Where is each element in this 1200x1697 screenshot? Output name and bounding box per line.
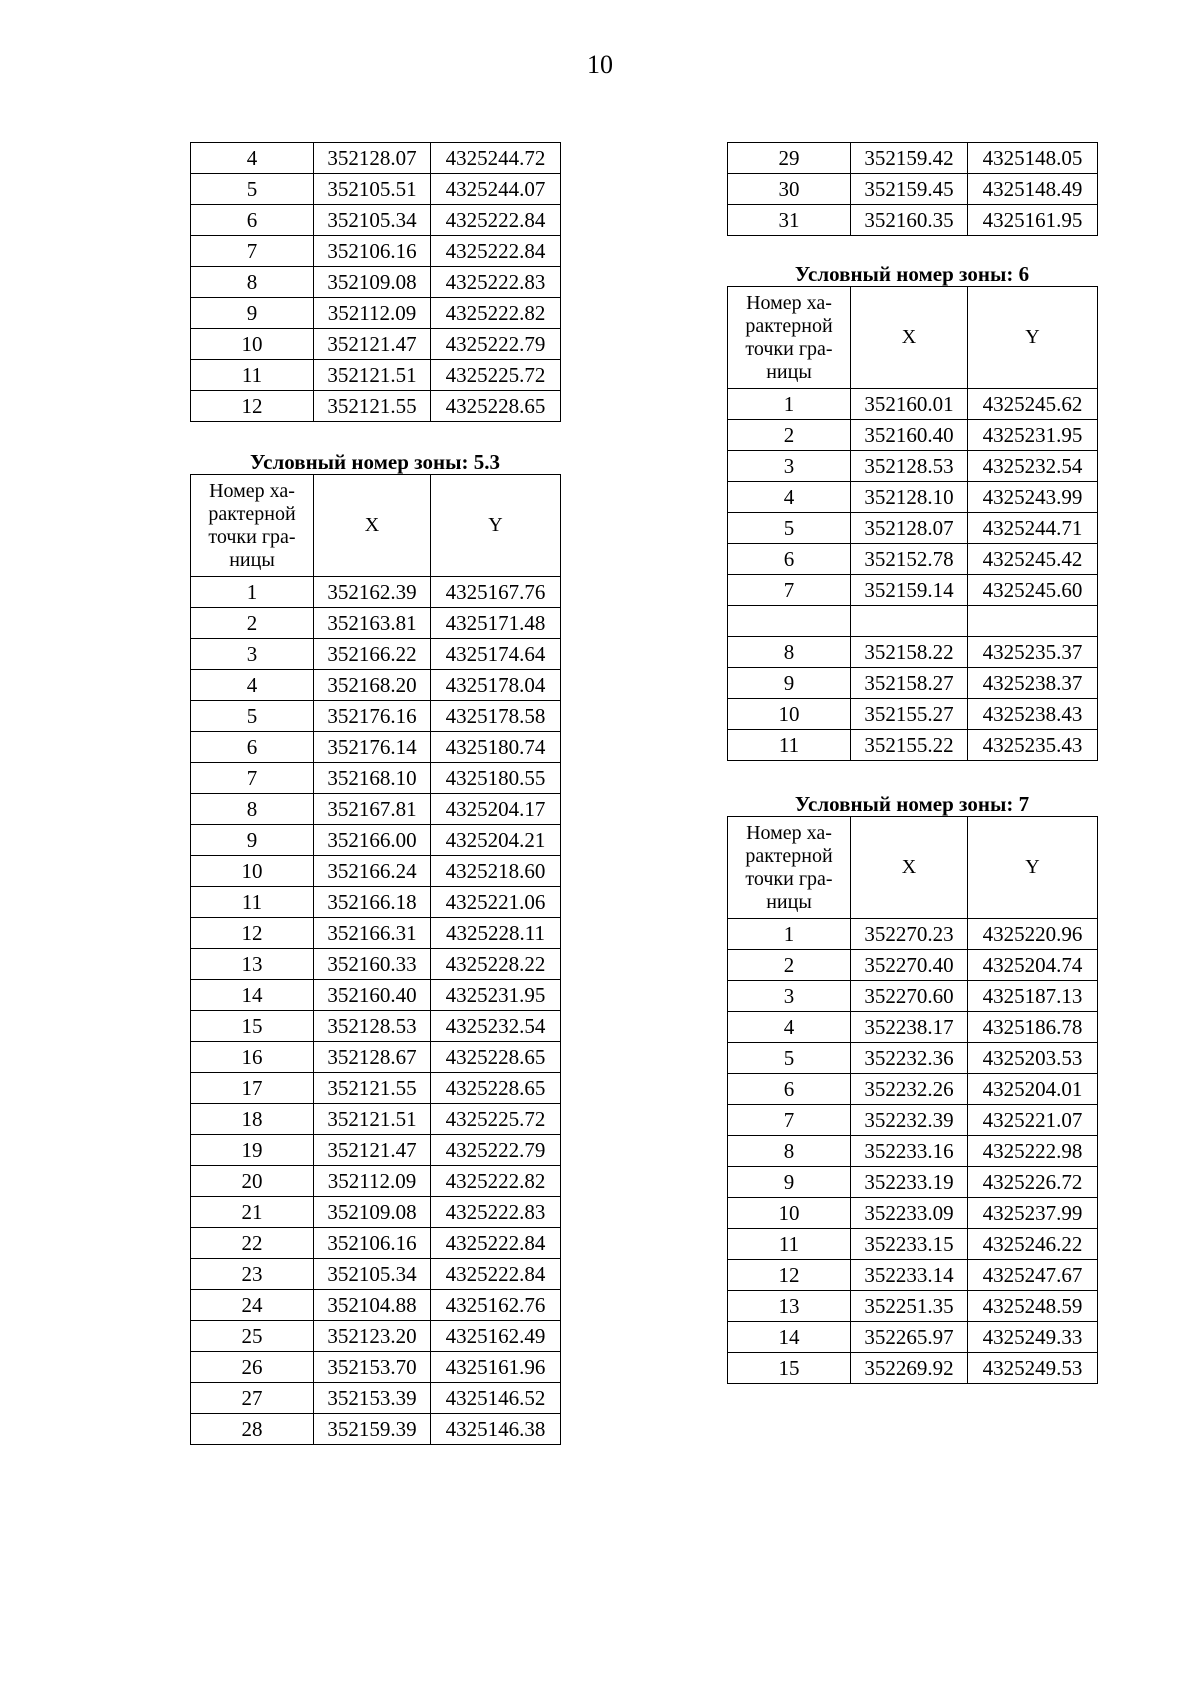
x-coordinate-cell: 352160.33	[314, 949, 431, 980]
header-y: Y	[431, 475, 561, 577]
point-number-cell: 3	[728, 451, 851, 482]
point-number-cell: 2	[728, 420, 851, 451]
x-coordinate-cell: 352123.20	[314, 1321, 431, 1352]
table-row	[191, 1011, 561, 1042]
table-row	[728, 668, 1098, 699]
y-coordinate-cell: 4325204.01	[968, 1074, 1098, 1105]
table-row	[728, 1167, 1098, 1198]
x-coordinate-cell: 352166.00	[314, 825, 431, 856]
point-number-cell: 13	[728, 1291, 851, 1322]
point-number-cell: 5	[191, 701, 314, 732]
table-row	[191, 143, 561, 174]
x-coordinate-cell: 352153.39	[314, 1383, 431, 1414]
x-coordinate-cell: 352121.51	[314, 360, 431, 391]
point-number-cell: 7	[191, 763, 314, 794]
point-number-cell: 3	[728, 981, 851, 1012]
point-number-cell: 4	[728, 1012, 851, 1043]
header-y: Y	[968, 817, 1098, 919]
table-row	[728, 950, 1098, 981]
x-coordinate-cell: 352166.22	[314, 639, 431, 670]
table-row	[728, 730, 1098, 761]
x-coordinate-cell: 352152.78	[851, 544, 968, 575]
zone-6-title: Условный номер зоны: 6	[794, 262, 1030, 286]
point-number-cell: 16	[191, 1042, 314, 1073]
point-number-cell: 15	[191, 1011, 314, 1042]
table-row	[191, 329, 561, 360]
x-coordinate-cell: 352238.17	[851, 1012, 968, 1043]
y-coordinate-cell: 4325187.13	[968, 981, 1098, 1012]
x-coordinate-cell: 352233.14	[851, 1260, 968, 1291]
point-number-cell: 11	[191, 887, 314, 918]
x-coordinate-cell: 352166.31	[314, 918, 431, 949]
table-row	[728, 1074, 1098, 1105]
table-row	[191, 732, 561, 763]
table-row	[191, 1321, 561, 1352]
header-y: Y	[968, 287, 1098, 389]
y-coordinate-cell: 4325232.54	[431, 1011, 561, 1042]
x-coordinate-cell: 352265.97	[851, 1322, 968, 1353]
point-number-cell: 1	[728, 919, 851, 950]
y-coordinate-cell: 4325245.42	[968, 544, 1098, 575]
x-coordinate-cell: 352112.09	[314, 298, 431, 329]
y-coordinate-cell: 4325246.22	[968, 1229, 1098, 1260]
x-coordinate-cell: 352158.27	[851, 668, 968, 699]
table-row	[728, 1105, 1098, 1136]
y-coordinate-cell: 4325245.60	[968, 575, 1098, 606]
table-row	[728, 389, 1098, 420]
x-coordinate-cell: 352160.35	[851, 205, 968, 236]
point-number-cell: 18	[191, 1104, 314, 1135]
table-row	[191, 267, 561, 298]
point-number-cell: 19	[191, 1135, 314, 1166]
y-coordinate-cell: 4325148.05	[968, 143, 1098, 174]
table-row	[191, 887, 561, 918]
x-coordinate-cell: 352106.16	[314, 1228, 431, 1259]
table-row	[728, 544, 1098, 575]
x-coordinate-cell: 352233.09	[851, 1198, 968, 1229]
y-coordinate-cell: 4325244.07	[431, 174, 561, 205]
y-coordinate-cell: 4325243.99	[968, 482, 1098, 513]
x-coordinate-cell: 352121.55	[314, 391, 431, 422]
table-row	[728, 1136, 1098, 1167]
header-row	[191, 475, 561, 577]
point-number-cell: 27	[191, 1383, 314, 1414]
y-coordinate-cell: 4325247.67	[968, 1260, 1098, 1291]
x-coordinate-cell: 352166.18	[314, 887, 431, 918]
point-number-cell: 5	[728, 513, 851, 544]
table-row	[728, 174, 1098, 205]
point-number-cell: 9	[191, 825, 314, 856]
table-row	[191, 577, 561, 608]
table-row	[191, 670, 561, 701]
table-row	[191, 1352, 561, 1383]
point-number-cell: 10	[728, 1198, 851, 1229]
x-coordinate-cell: 352233.15	[851, 1229, 968, 1260]
point-number-cell: 8	[191, 267, 314, 298]
header-x: X	[851, 287, 968, 389]
table-row	[728, 1353, 1098, 1384]
zone-5-3-table-continued	[727, 142, 1098, 236]
y-coordinate-cell: 4325146.38	[431, 1414, 561, 1445]
point-number-cell: 21	[191, 1197, 314, 1228]
y-coordinate-cell: 4325186.78	[968, 1012, 1098, 1043]
point-number-cell: 8	[728, 637, 851, 668]
y-coordinate-cell: 4325204.17	[431, 794, 561, 825]
x-coordinate-cell: 352270.40	[851, 950, 968, 981]
y-coordinate-cell: 4325228.65	[431, 1042, 561, 1073]
table-row	[191, 205, 561, 236]
table-row	[728, 482, 1098, 513]
y-coordinate-cell: 4325222.83	[431, 1197, 561, 1228]
table-row	[728, 606, 1098, 637]
x-coordinate-cell: 352155.27	[851, 699, 968, 730]
x-coordinate-cell: 352159.45	[851, 174, 968, 205]
x-coordinate-cell: 352153.70	[314, 1352, 431, 1383]
y-coordinate-cell: 4325146.52	[431, 1383, 561, 1414]
table-row	[191, 763, 561, 794]
point-number-cell: 6	[728, 544, 851, 575]
table-row	[191, 1383, 561, 1414]
table-row	[728, 420, 1098, 451]
y-coordinate-cell: 4325148.49	[968, 174, 1098, 205]
table-row	[191, 298, 561, 329]
point-number-cell: 31	[728, 205, 851, 236]
y-coordinate-cell: 4325167.76	[431, 577, 561, 608]
y-coordinate-cell: 4325222.84	[431, 205, 561, 236]
point-number-cell: 1	[191, 577, 314, 608]
y-coordinate-cell: 4325222.83	[431, 267, 561, 298]
y-coordinate-cell: 4325174.64	[431, 639, 561, 670]
table-row	[728, 1229, 1098, 1260]
y-coordinate-cell: 4325232.54	[968, 451, 1098, 482]
y-coordinate-cell: 4325235.37	[968, 637, 1098, 668]
y-coordinate-cell: 4325222.79	[431, 1135, 561, 1166]
table-row	[191, 1042, 561, 1073]
header-point: Номер ха-рактерной точки гра-ницы	[728, 817, 851, 919]
x-coordinate-cell: 352168.10	[314, 763, 431, 794]
point-number-cell: 8	[728, 1136, 851, 1167]
point-number-cell: 6	[191, 205, 314, 236]
x-coordinate-cell: 352128.67	[314, 1042, 431, 1073]
x-coordinate-cell: 352159.14	[851, 575, 968, 606]
y-coordinate-cell: 4325218.60	[431, 856, 561, 887]
x-coordinate-cell: 352160.40	[851, 420, 968, 451]
point-number-cell: 20	[191, 1166, 314, 1197]
x-coordinate-cell: 352232.36	[851, 1043, 968, 1074]
y-coordinate-cell: 4325222.84	[431, 1228, 561, 1259]
table-row	[191, 1197, 561, 1228]
table-row	[191, 360, 561, 391]
point-number-cell: 9	[728, 668, 851, 699]
x-coordinate-cell: 352159.42	[851, 143, 968, 174]
point-number-cell: 10	[728, 699, 851, 730]
point-number-cell: 4	[191, 670, 314, 701]
table-row	[728, 1260, 1098, 1291]
table-row	[728, 637, 1098, 668]
zone-6-table	[727, 286, 1098, 761]
table-row	[191, 1259, 561, 1290]
point-number-cell: 30	[728, 174, 851, 205]
point-number-cell: 4	[191, 143, 314, 174]
point-number-cell	[728, 606, 851, 637]
zone-5-3-table	[190, 474, 561, 1445]
y-coordinate-cell: 4325237.99	[968, 1198, 1098, 1229]
y-coordinate-cell	[968, 606, 1098, 637]
table-row	[728, 143, 1098, 174]
y-coordinate-cell: 4325221.06	[431, 887, 561, 918]
table-row	[728, 919, 1098, 950]
point-number-cell: 9	[191, 298, 314, 329]
x-coordinate-cell: 352163.81	[314, 608, 431, 639]
point-number-cell: 14	[191, 980, 314, 1011]
y-coordinate-cell: 4325235.43	[968, 730, 1098, 761]
header-row	[728, 287, 1098, 389]
point-number-cell: 23	[191, 1259, 314, 1290]
x-coordinate-cell: 352162.39	[314, 577, 431, 608]
y-coordinate-cell: 4325203.53	[968, 1043, 1098, 1074]
x-coordinate-cell: 352128.53	[851, 451, 968, 482]
table-row	[728, 575, 1098, 606]
y-coordinate-cell: 4325244.71	[968, 513, 1098, 544]
y-coordinate-cell: 4325222.84	[431, 236, 561, 267]
table-row	[728, 1198, 1098, 1229]
point-number-cell: 10	[191, 329, 314, 360]
table-row	[191, 639, 561, 670]
table-row	[191, 1135, 561, 1166]
y-coordinate-cell: 4325222.84	[431, 1259, 561, 1290]
table-row	[191, 1290, 561, 1321]
point-number-cell: 11	[728, 1229, 851, 1260]
point-number-cell: 15	[728, 1353, 851, 1384]
table-row	[191, 949, 561, 980]
point-number-cell: 7	[728, 575, 851, 606]
y-coordinate-cell: 4325249.53	[968, 1353, 1098, 1384]
x-coordinate-cell: 352269.92	[851, 1353, 968, 1384]
x-coordinate-cell: 352128.07	[851, 513, 968, 544]
y-coordinate-cell: 4325238.43	[968, 699, 1098, 730]
table-row	[728, 1043, 1098, 1074]
x-coordinate-cell: 352233.16	[851, 1136, 968, 1167]
point-number-cell: 28	[191, 1414, 314, 1445]
point-number-cell: 26	[191, 1352, 314, 1383]
y-coordinate-cell: 4325231.95	[431, 980, 561, 1011]
y-coordinate-cell: 4325249.33	[968, 1322, 1098, 1353]
point-number-cell: 17	[191, 1073, 314, 1104]
table-row	[191, 794, 561, 825]
zone-5-2-table-continued	[190, 142, 561, 422]
point-number-cell: 12	[191, 918, 314, 949]
point-number-cell: 8	[191, 794, 314, 825]
x-coordinate-cell: 352160.40	[314, 980, 431, 1011]
table-row	[191, 1166, 561, 1197]
y-coordinate-cell: 4325248.59	[968, 1291, 1098, 1322]
x-coordinate-cell: 352232.26	[851, 1074, 968, 1105]
table-row	[728, 1291, 1098, 1322]
point-number-cell: 12	[191, 391, 314, 422]
y-coordinate-cell: 4325231.95	[968, 420, 1098, 451]
y-coordinate-cell: 4325162.49	[431, 1321, 561, 1352]
point-number-cell: 6	[191, 732, 314, 763]
header-row	[728, 817, 1098, 919]
point-number-cell: 25	[191, 1321, 314, 1352]
x-coordinate-cell: 352128.07	[314, 143, 431, 174]
point-number-cell: 22	[191, 1228, 314, 1259]
point-number-cell: 14	[728, 1322, 851, 1353]
y-coordinate-cell: 4325221.07	[968, 1105, 1098, 1136]
table-row	[191, 1073, 561, 1104]
header-point: Номер ха-рактерной точки гра-ницы	[728, 287, 851, 389]
x-coordinate-cell: 352109.08	[314, 267, 431, 298]
y-coordinate-cell: 4325228.65	[431, 1073, 561, 1104]
table-row	[191, 1414, 561, 1445]
point-number-cell: 7	[191, 236, 314, 267]
x-coordinate-cell: 352121.47	[314, 329, 431, 360]
table-row	[728, 1322, 1098, 1353]
y-coordinate-cell: 4325244.72	[431, 143, 561, 174]
x-coordinate-cell: 352166.24	[314, 856, 431, 887]
y-coordinate-cell: 4325238.37	[968, 668, 1098, 699]
x-coordinate-cell: 352155.22	[851, 730, 968, 761]
y-coordinate-cell: 4325245.62	[968, 389, 1098, 420]
header-point: Номер ха-рактерной точки гра-ницы	[191, 475, 314, 577]
page-number: 10	[587, 50, 613, 79]
table-row	[191, 1104, 561, 1135]
table-row	[191, 608, 561, 639]
point-number-cell: 12	[728, 1260, 851, 1291]
x-coordinate-cell: 352158.22	[851, 637, 968, 668]
y-coordinate-cell: 4325222.98	[968, 1136, 1098, 1167]
y-coordinate-cell: 4325228.11	[431, 918, 561, 949]
x-coordinate-cell: 352233.19	[851, 1167, 968, 1198]
y-coordinate-cell: 4325228.22	[431, 949, 561, 980]
y-coordinate-cell: 4325226.72	[968, 1167, 1098, 1198]
table-row	[728, 513, 1098, 544]
point-number-cell: 13	[191, 949, 314, 980]
x-coordinate-cell: 352105.34	[314, 1259, 431, 1290]
y-coordinate-cell: 4325171.48	[431, 608, 561, 639]
left-column	[190, 142, 560, 1445]
zone-7-table	[727, 816, 1098, 1384]
table-row	[728, 1012, 1098, 1043]
y-coordinate-cell: 4325180.55	[431, 763, 561, 794]
x-coordinate-cell: 352232.39	[851, 1105, 968, 1136]
x-coordinate-cell: 352121.47	[314, 1135, 431, 1166]
y-coordinate-cell: 4325204.21	[431, 825, 561, 856]
y-coordinate-cell: 4325162.76	[431, 1290, 561, 1321]
x-coordinate-cell: 352105.34	[314, 205, 431, 236]
y-coordinate-cell: 4325178.58	[431, 701, 561, 732]
table-row	[191, 980, 561, 1011]
y-coordinate-cell: 4325228.65	[431, 391, 561, 422]
x-coordinate-cell: 352167.81	[314, 794, 431, 825]
zone-5-3-title: Условный номер зоны: 5.3	[250, 450, 500, 474]
y-coordinate-cell: 4325178.04	[431, 670, 561, 701]
point-number-cell: 4	[728, 482, 851, 513]
x-coordinate-cell: 352109.08	[314, 1197, 431, 1228]
x-coordinate-cell: 352121.55	[314, 1073, 431, 1104]
x-coordinate-cell: 352251.35	[851, 1291, 968, 1322]
point-number-cell: 11	[191, 360, 314, 391]
x-coordinate-cell: 352105.51	[314, 174, 431, 205]
y-coordinate-cell: 4325222.82	[431, 298, 561, 329]
table-row	[191, 856, 561, 887]
x-coordinate-cell: 352104.88	[314, 1290, 431, 1321]
table-row	[728, 699, 1098, 730]
right-column	[727, 142, 1097, 1384]
x-coordinate-cell	[851, 606, 968, 637]
y-coordinate-cell: 4325225.72	[431, 1104, 561, 1135]
point-number-cell: 3	[191, 639, 314, 670]
y-coordinate-cell: 4325220.96	[968, 919, 1098, 950]
y-coordinate-cell: 4325161.95	[968, 205, 1098, 236]
x-coordinate-cell: 352159.39	[314, 1414, 431, 1445]
table-row	[728, 205, 1098, 236]
x-coordinate-cell: 352160.01	[851, 389, 968, 420]
point-number-cell: 7	[728, 1105, 851, 1136]
x-coordinate-cell: 352121.51	[314, 1104, 431, 1135]
table-row	[191, 174, 561, 205]
table-row	[728, 451, 1098, 482]
y-coordinate-cell: 4325204.74	[968, 950, 1098, 981]
header-x: X	[314, 475, 431, 577]
point-number-cell: 2	[191, 608, 314, 639]
y-coordinate-cell: 4325225.72	[431, 360, 561, 391]
x-coordinate-cell: 352270.23	[851, 919, 968, 950]
table-row	[728, 981, 1098, 1012]
point-number-cell: 9	[728, 1167, 851, 1198]
x-coordinate-cell: 352176.14	[314, 732, 431, 763]
y-coordinate-cell: 4325161.96	[431, 1352, 561, 1383]
point-number-cell: 10	[191, 856, 314, 887]
point-number-cell: 1	[728, 389, 851, 420]
x-coordinate-cell: 352270.60	[851, 981, 968, 1012]
point-number-cell: 29	[728, 143, 851, 174]
x-coordinate-cell: 352112.09	[314, 1166, 431, 1197]
y-coordinate-cell: 4325180.74	[431, 732, 561, 763]
point-number-cell: 24	[191, 1290, 314, 1321]
point-number-cell: 6	[728, 1074, 851, 1105]
point-number-cell: 5	[728, 1043, 851, 1074]
table-row	[191, 918, 561, 949]
table-row	[191, 701, 561, 732]
y-coordinate-cell: 4325222.82	[431, 1166, 561, 1197]
y-coordinate-cell: 4325222.79	[431, 329, 561, 360]
x-coordinate-cell: 352176.16	[314, 701, 431, 732]
table-row	[191, 825, 561, 856]
table-row	[191, 1228, 561, 1259]
x-coordinate-cell: 352128.10	[851, 482, 968, 513]
x-coordinate-cell: 352128.53	[314, 1011, 431, 1042]
point-number-cell: 11	[728, 730, 851, 761]
x-coordinate-cell: 352168.20	[314, 670, 431, 701]
table-row	[191, 391, 561, 422]
zone-7-title: Условный номер зоны: 7	[794, 792, 1030, 816]
header-x: X	[851, 817, 968, 919]
x-coordinate-cell: 352106.16	[314, 236, 431, 267]
point-number-cell: 5	[191, 174, 314, 205]
table-row	[191, 236, 561, 267]
point-number-cell: 2	[728, 950, 851, 981]
